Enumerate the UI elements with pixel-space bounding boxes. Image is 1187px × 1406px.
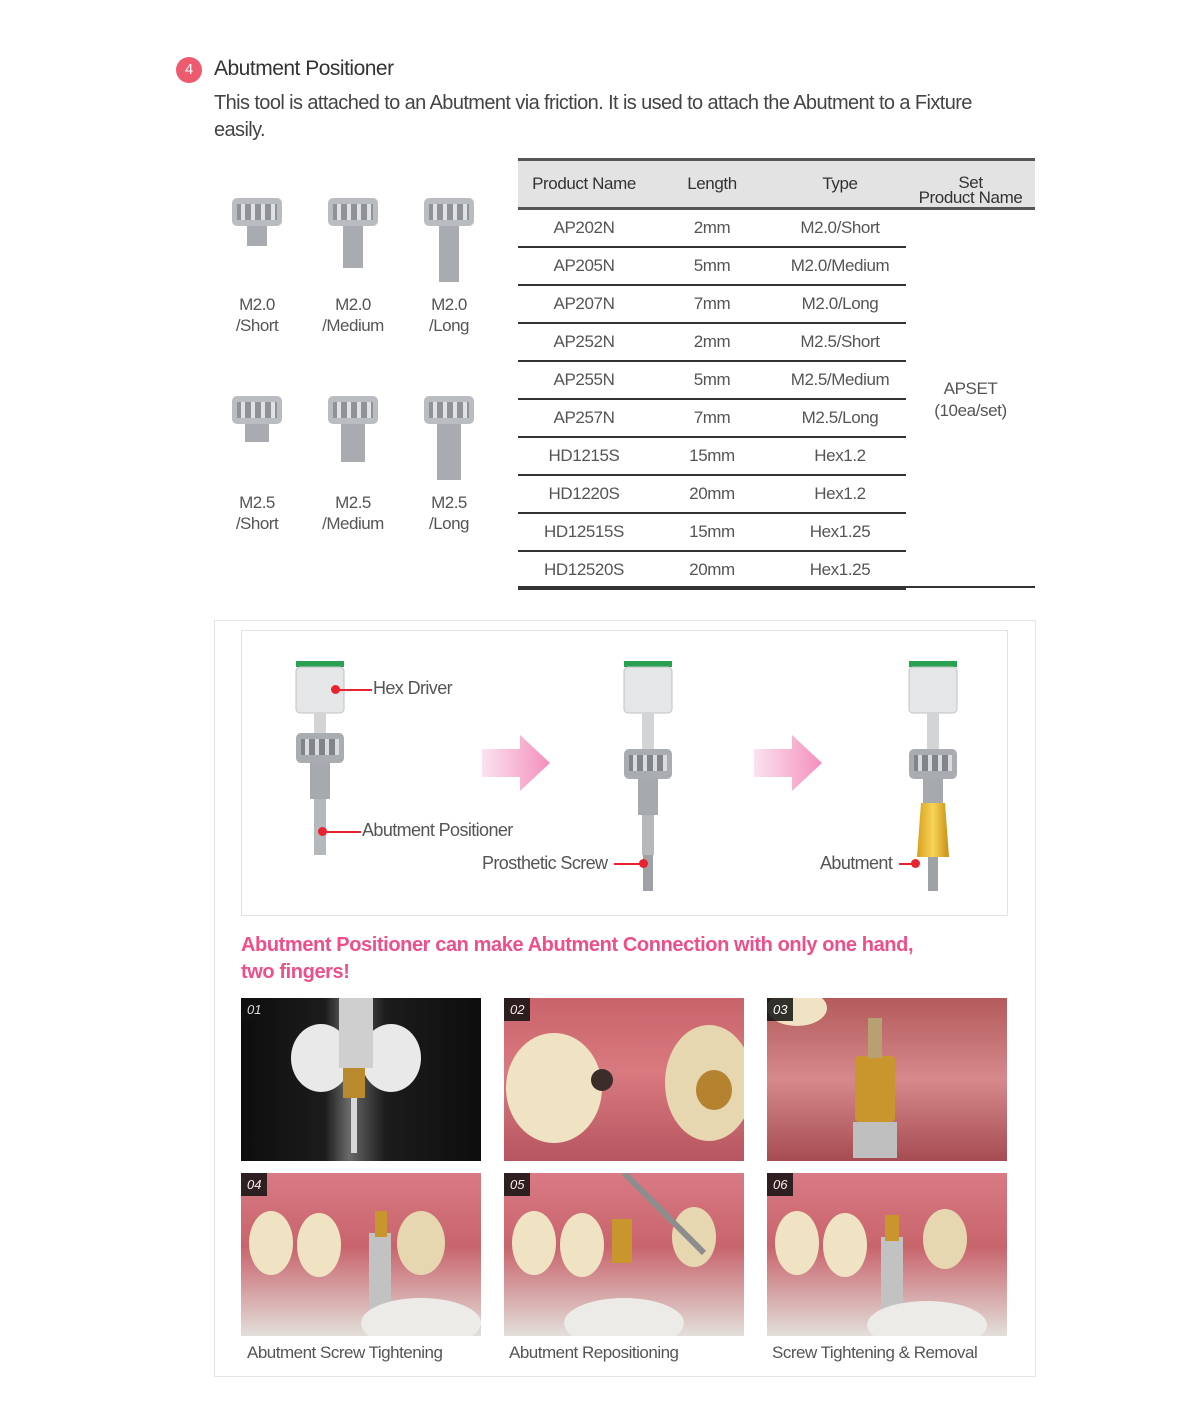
cell-length: 2mm bbox=[650, 209, 774, 248]
implant-site-image bbox=[504, 998, 744, 1161]
thumbnail-label: M2.5 /Short bbox=[235, 493, 279, 533]
cell-type: Hex1.2 bbox=[774, 437, 906, 475]
cell-type: Hex1.25 bbox=[774, 513, 906, 551]
cell-length: 15mm bbox=[650, 437, 774, 475]
caption-repositioning: Abutment Repositioning bbox=[509, 1343, 679, 1362]
cell-type: M2.5/Long bbox=[774, 399, 906, 437]
thumbnail-m25-short bbox=[217, 394, 297, 534]
cell-type: M2.0/Medium bbox=[774, 247, 906, 285]
table-row bbox=[518, 209, 1035, 248]
abutment-pointer-line bbox=[899, 863, 912, 865]
abutment-repositioning-image bbox=[504, 1173, 744, 1336]
cell-name: AP202N bbox=[518, 209, 650, 248]
cell-name: AP207N bbox=[518, 285, 650, 323]
cell-name: AP252N bbox=[518, 323, 650, 361]
thumbnail-m25-long bbox=[409, 394, 489, 534]
photo-step-04 bbox=[241, 1173, 481, 1336]
thumbnail-label: M2.5 /Long bbox=[428, 493, 470, 533]
photo-step-06 bbox=[767, 1173, 1007, 1336]
abutment-positioner-label: Abutment Positioner bbox=[362, 820, 513, 840]
thumbnail-label: M2.0 /Short bbox=[235, 295, 279, 335]
header-type: Type bbox=[774, 160, 906, 209]
cell-name: HD1215S bbox=[518, 437, 650, 475]
header-set-product-name bbox=[906, 160, 1035, 209]
positioner-long-image bbox=[419, 394, 479, 484]
assembly-diagram bbox=[241, 630, 1008, 916]
cell-type: M2.5/Medium bbox=[774, 361, 906, 399]
cell-name: HD1220S bbox=[518, 475, 650, 513]
positioner-short-image bbox=[227, 196, 287, 286]
cell-name: HD12515S bbox=[518, 513, 650, 551]
thumbnail-label: M2.0 /Long bbox=[428, 295, 470, 335]
set-name: APSET bbox=[943, 378, 998, 398]
screw-tightening-image bbox=[241, 1173, 481, 1336]
cell-name: AP205N bbox=[518, 247, 650, 285]
positioner-medium-image bbox=[323, 196, 383, 286]
cell-length: 5mm bbox=[650, 361, 774, 399]
section-title: Abutment Positioner bbox=[214, 57, 394, 80]
cell-length: 7mm bbox=[650, 285, 774, 323]
tool-in-hand-image bbox=[241, 998, 481, 1161]
cell-length: 20mm bbox=[650, 551, 774, 589]
photo-number: 01 bbox=[241, 998, 267, 1021]
abutment-pointer-dot bbox=[911, 859, 920, 868]
screw-removal-image bbox=[767, 1173, 1007, 1336]
cell-length: 20mm bbox=[650, 475, 774, 513]
header-product-name: Product Name bbox=[518, 160, 650, 209]
photo-number: 02 bbox=[504, 998, 530, 1021]
hex-driver-pointer-line bbox=[338, 689, 372, 691]
abutment-placement-image bbox=[767, 998, 1007, 1161]
photo-number: 04 bbox=[241, 1173, 267, 1196]
photo-number: 05 bbox=[504, 1173, 530, 1196]
photo-step-01 bbox=[241, 998, 481, 1161]
cell-set bbox=[906, 209, 1035, 590]
cell-type: M2.5/Short bbox=[774, 323, 906, 361]
cell-name: AP255N bbox=[518, 361, 650, 399]
cell-length: 2mm bbox=[650, 323, 774, 361]
photo-number: 03 bbox=[767, 998, 793, 1021]
table-bottom-rule bbox=[518, 586, 1035, 588]
cell-type: Hex1.25 bbox=[774, 551, 906, 589]
thumbnail-m25-medium bbox=[313, 394, 393, 534]
caption-screw-tightening: Abutment Screw Tightening bbox=[247, 1343, 443, 1362]
arrow-right-icon bbox=[754, 735, 822, 791]
product-table bbox=[518, 158, 1035, 590]
header-set-top: Set bbox=[958, 173, 983, 192]
thumbnail-m20-medium bbox=[313, 196, 393, 336]
cell-type: Hex1.2 bbox=[774, 475, 906, 513]
tagline: Abutment Positioner can make Abutment Connection with only one hand, two fingers! bbox=[241, 934, 914, 983]
cell-type: M2.0/Short bbox=[774, 209, 906, 248]
screw-pointer-line bbox=[614, 863, 640, 865]
thumbnail-label: M2.0 /Medium bbox=[322, 295, 384, 335]
photo-number: 06 bbox=[767, 1173, 793, 1196]
section-description: This tool is attached to an Abutment via friction. It is used to attach the Abutment to a Fixture easily. bbox=[214, 92, 972, 141]
positioner-long-image bbox=[419, 196, 479, 286]
header-length: Length bbox=[650, 160, 774, 209]
abutment-label: Abutment bbox=[820, 853, 893, 873]
cell-name: AP257N bbox=[518, 399, 650, 437]
thumbnail-m20-short bbox=[217, 196, 297, 336]
cell-length: 15mm bbox=[650, 513, 774, 551]
photo-step-05 bbox=[504, 1173, 744, 1336]
thumbnail-m20-long bbox=[409, 196, 489, 336]
cell-type: M2.0/Long bbox=[774, 285, 906, 323]
header-set-bottom: Product Name bbox=[918, 188, 1023, 207]
positioner-short-image bbox=[227, 394, 287, 484]
section-number-badge: 4 bbox=[176, 57, 202, 83]
caption-tightening-removal: Screw Tightening & Removal bbox=[772, 1343, 978, 1362]
photo-step-02 bbox=[504, 998, 744, 1161]
arrow-right-icon bbox=[482, 735, 550, 791]
prosthetic-screw-label: Prosthetic Screw bbox=[482, 853, 608, 873]
screw-pointer-dot bbox=[639, 859, 648, 868]
thumbnail-label: M2.5 /Medium bbox=[322, 493, 384, 533]
set-quantity: (10ea/set) bbox=[934, 400, 1007, 420]
cell-name: HD12520S bbox=[518, 551, 650, 589]
cell-length: 5mm bbox=[650, 247, 774, 285]
photo-step-03 bbox=[767, 998, 1007, 1161]
positioner-medium-image bbox=[323, 394, 383, 484]
positioner-pointer-line bbox=[325, 831, 361, 833]
cell-length: 7mm bbox=[650, 399, 774, 437]
hex-driver-label: Hex Driver bbox=[373, 678, 453, 698]
